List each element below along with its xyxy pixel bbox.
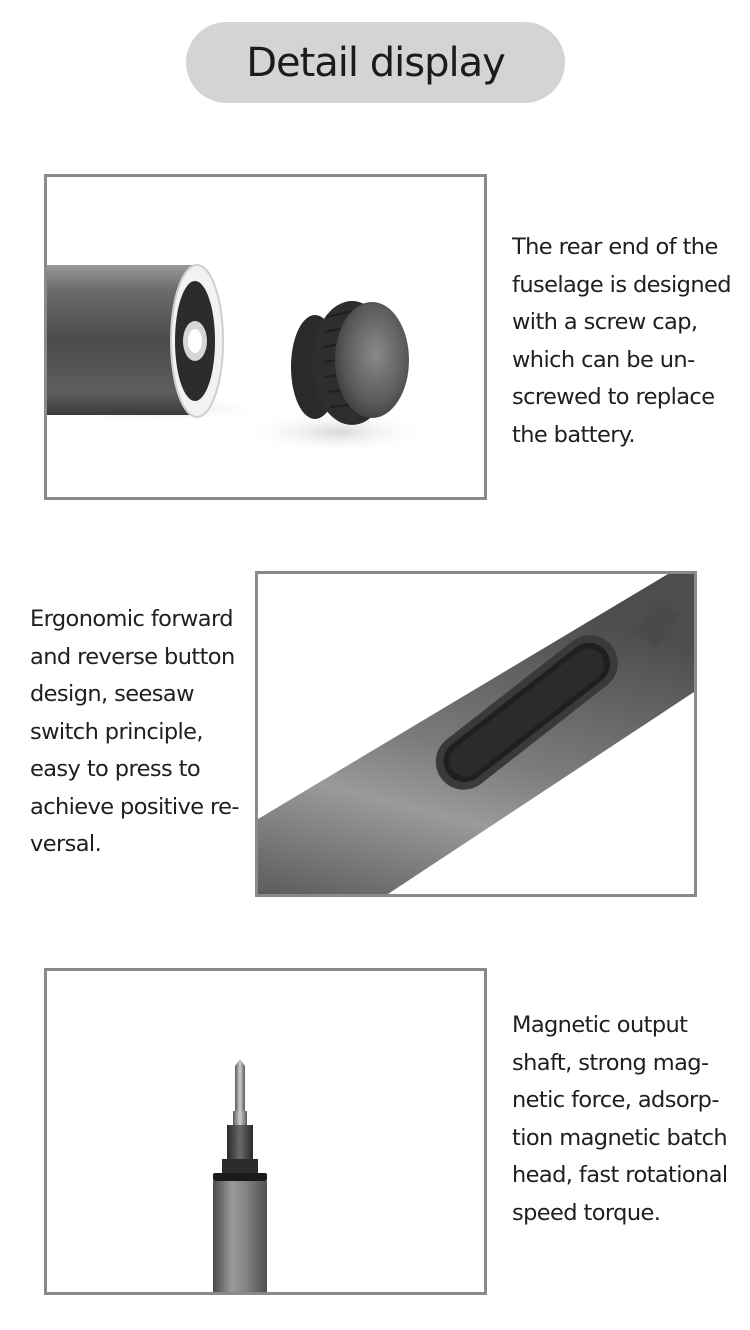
screwdriver-switch-button-photo (255, 571, 697, 897)
rear-cap-description: The rear end of the fuselage is designed with a screw cap, which can be un- screwed to replace the battery. (512, 234, 731, 448)
switch-description: Ergonomic forward and reverse button design, seesaw switch principle, easy to press to achieve positive re- versal. (30, 606, 239, 857)
section-header (186, 22, 565, 103)
page-title: Detail display (246, 39, 505, 86)
screwdriver-rear-cap-photo (44, 174, 487, 500)
screwdriver-magnetic-tip-photo (44, 968, 487, 1295)
magnetic-tip-description: Magnetic output shaft, strong mag- netic force, adsorp- tion magnetic batch head, fast rotational speed torque. (512, 1012, 728, 1226)
